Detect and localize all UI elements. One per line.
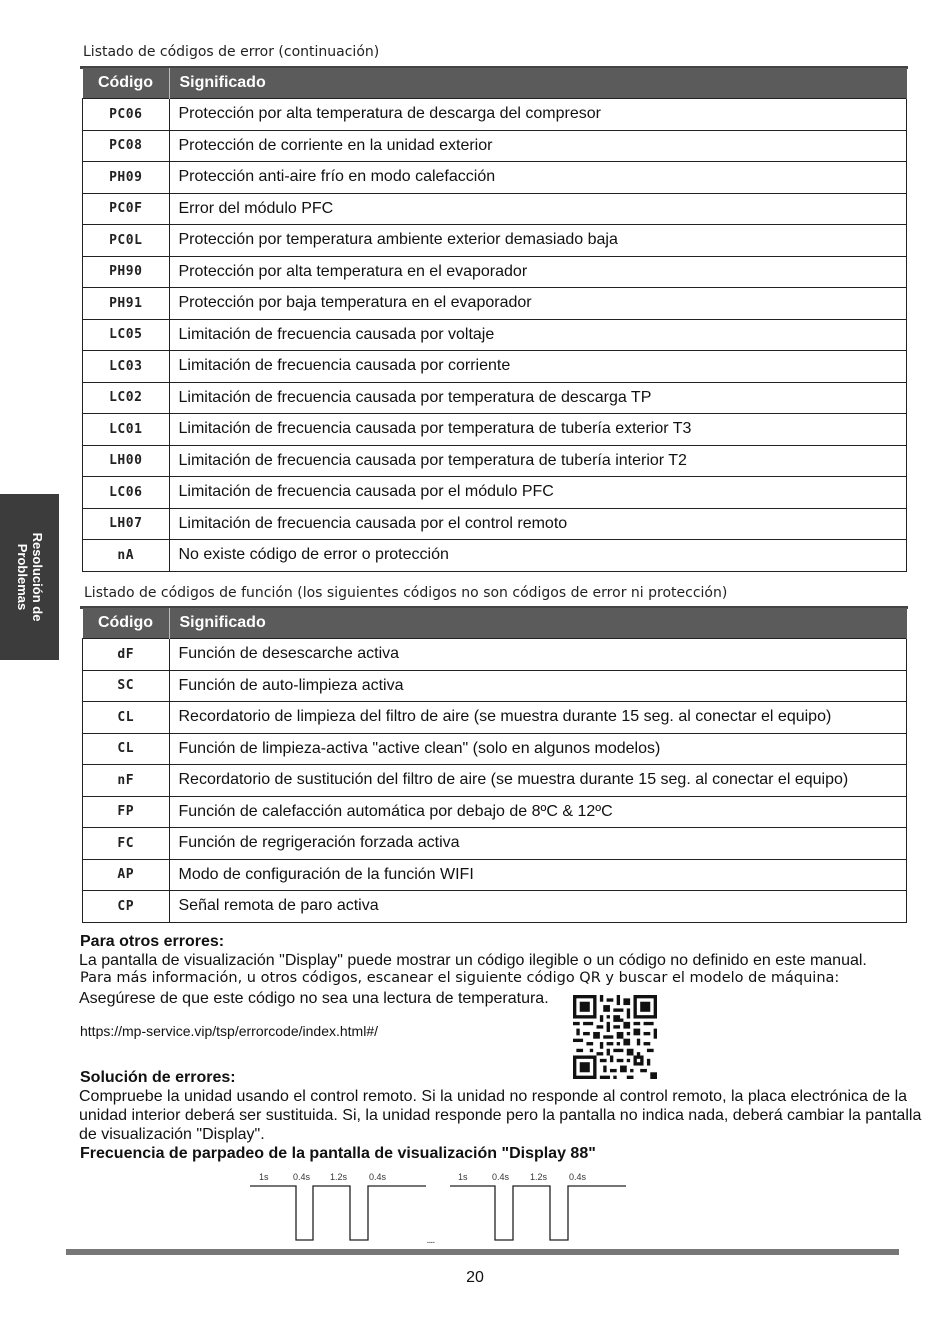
code-cell: LC01 (83, 414, 170, 446)
meaning-cell: Error del módulo PFC (169, 193, 907, 225)
meaning-cell: Recordatorio de sustitución del filtro de aire (se muestra durante 15 seg. al conectar el equipo) (169, 765, 907, 797)
error-codes-table (82, 68, 907, 572)
section-side-tab (0, 494, 59, 660)
code-cell: FC (83, 828, 170, 860)
meaning-cell: Protección por alta temperatura de descarga del compresor (169, 99, 907, 131)
column-header-code: Código (83, 68, 170, 99)
label-0-4s-second: 0.4s (369, 1172, 387, 1182)
meaning-cell: Función de calefacción automática por debajo de 8ºC & 12ºC (169, 796, 907, 828)
code-cell: nA (83, 540, 170, 572)
meaning-cell: Limitación de frecuencia causada por corriente (169, 351, 907, 383)
temperature-note: Asegúrese de que este código no sea una lectura de temperatura. (79, 990, 549, 1007)
meaning-cell: Protección por temperatura ambiente exterior demasiado baja (169, 225, 907, 257)
label-0-4s: 0.4s (293, 1172, 311, 1182)
table-row (83, 670, 907, 702)
code-cell: PH90 (83, 256, 170, 288)
solution-text: Compruebe la unidad usando el control remoto. Si la unidad no responde al control remoto, la placa electrónica de la unidad interior deberá ser sustituida. Si, la unidad responde pero la pantalla no indica nada, deberá cambiar la pantalla de visualización "Display". (79, 1088, 922, 1143)
column-header-meaning: Significado (169, 68, 907, 99)
table-row (83, 414, 907, 446)
blink-timing-diagram (240, 1165, 640, 1250)
table-row (83, 225, 907, 257)
column-header-meaning: Significado (169, 608, 907, 639)
side-tab-label (15, 533, 45, 622)
table-row (83, 351, 907, 383)
meaning-cell: Limitación de frecuencia causada por voltaje (169, 319, 907, 351)
table-row (83, 445, 907, 477)
code-cell: FP (83, 796, 170, 828)
meaning-cell: Función de regrigeración forzada activa (169, 828, 907, 860)
table-row (83, 319, 907, 351)
qr-code-icon (573, 995, 657, 1079)
blink-ellipsis: .... (427, 1238, 435, 1245)
meaning-cell: Recordatorio de limpieza del filtro de aire (se muestra durante 15 seg. al conectar el equipo) (169, 702, 907, 734)
code-cell: PH91 (83, 288, 170, 320)
error-code-url[interactable]: https://mp-service.vip/tsp/errorcode/index.html#/ (80, 1023, 379, 1039)
function-table-caption: Listado de códigos de función (los siguientes códigos no son códigos de error ni protección) (84, 585, 728, 601)
meaning-cell: Limitación de frecuencia causada por el control remoto (169, 508, 907, 540)
meaning-cell: Función de auto-limpieza activa (169, 670, 907, 702)
label-1s-group2: 1s (458, 1172, 468, 1182)
table-row (83, 828, 907, 860)
waveform-group-1 (250, 1186, 426, 1240)
code-cell: PC06 (83, 99, 170, 131)
meaning-cell: Limitación de frecuencia causada por temperatura de tubería exterior T3 (169, 414, 907, 446)
table-row (83, 382, 907, 414)
waveform-group-2 (450, 1186, 626, 1240)
error-table-caption: Listado de códigos de error (continuación) (83, 44, 380, 60)
meaning-cell: Limitación de frecuencia causada por temperatura de descarga TP (169, 382, 907, 414)
label-1-2s: 1.2s (330, 1172, 348, 1182)
label-1s: 1s (259, 1172, 269, 1182)
code-cell: PC08 (83, 130, 170, 162)
page-number: 20 (466, 1269, 484, 1286)
code-cell: dF (83, 639, 170, 671)
code-cell: CL (83, 702, 170, 734)
meaning-cell: Protección anti-aire frío en modo calefacción (169, 162, 907, 194)
meaning-cell: No existe código de error o protección (169, 540, 907, 572)
meaning-cell: Función de desescarche activa (169, 639, 907, 671)
label-1-2s-group2: 1.2s (530, 1172, 548, 1182)
code-cell: LH00 (83, 445, 170, 477)
table-row (83, 193, 907, 225)
table-row (83, 859, 907, 891)
code-cell: CL (83, 733, 170, 765)
table-row (83, 162, 907, 194)
code-cell: LC05 (83, 319, 170, 351)
table-row (83, 99, 907, 131)
label-0-4s-group2: 0.4s (492, 1172, 510, 1182)
code-cell: LH07 (83, 508, 170, 540)
other-errors-text: La pantalla de visualización "Display" puede mostrar un código ilegible o un código no definido en este manual. (79, 952, 867, 969)
code-cell: LC02 (83, 382, 170, 414)
label-0-4s-second-group2: 0.4s (569, 1172, 587, 1182)
blink-heading: Frecuencia de parpadeo de la pantalla de visualización "Display 88" (80, 1145, 596, 1162)
code-cell: LC06 (83, 477, 170, 509)
code-cell: AP (83, 859, 170, 891)
meaning-cell: Protección por alta temperatura en el evaporador (169, 256, 907, 288)
table-row (83, 639, 907, 671)
table-row (83, 508, 907, 540)
table-row (83, 477, 907, 509)
code-cell: PC0L (83, 225, 170, 257)
table-row (83, 765, 907, 797)
footer-rule (66, 1249, 899, 1255)
code-cell: CP (83, 891, 170, 923)
solution-heading: Solución de errores: (80, 1069, 236, 1086)
meaning-cell: Protección de corriente en la unidad exterior (169, 130, 907, 162)
function-codes-table (82, 608, 907, 923)
table-row (83, 702, 907, 734)
table-row (83, 288, 907, 320)
code-cell: nF (83, 765, 170, 797)
side-tab-line1: Resolución de (29, 532, 45, 622)
meaning-cell: Protección por baja temperatura en el evaporador (169, 288, 907, 320)
meaning-cell: Señal remota de paro activa (169, 891, 907, 923)
other-errors-heading: Para otros errores: (80, 933, 225, 950)
code-cell: PC0F (83, 193, 170, 225)
table-row (83, 540, 907, 572)
meaning-cell: Limitación de frecuencia causada por temperatura de tubería interior T2 (169, 445, 907, 477)
side-tab-line2: Problemas (14, 543, 30, 611)
meaning-cell: Limitación de frecuencia causada por el módulo PFC (169, 477, 907, 509)
code-cell: SC (83, 670, 170, 702)
code-cell: PH09 (83, 162, 170, 194)
meaning-cell: Función de limpieza-activa "active clean" (solo en algunos modelos) (169, 733, 907, 765)
meaning-cell: Modo de configuración de la función WIFI (169, 859, 907, 891)
table-row (83, 130, 907, 162)
table-row (83, 733, 907, 765)
other-errors-more-info: Para más información, u otros códigos, escanear el siguiente código QR y buscar el modelo de máquina: (80, 970, 840, 986)
column-header-code: Código (83, 608, 170, 639)
table-row (83, 891, 907, 923)
table-row (83, 796, 907, 828)
table-row (83, 256, 907, 288)
code-cell: LC03 (83, 351, 170, 383)
